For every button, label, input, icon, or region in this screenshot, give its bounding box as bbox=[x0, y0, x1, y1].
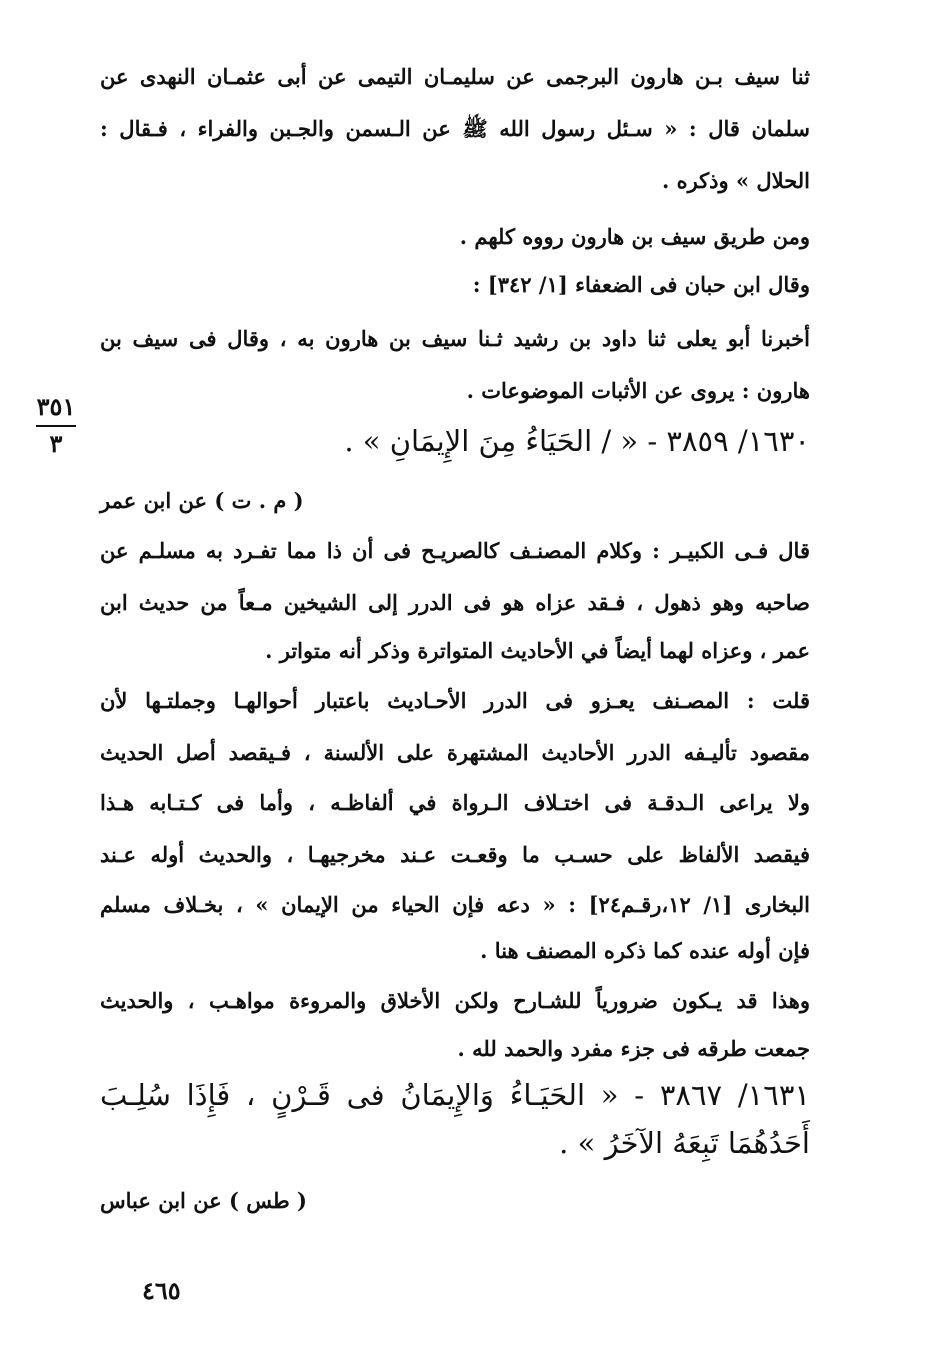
source-line-1: ( م . ت ) عن ابن عمر bbox=[100, 488, 304, 513]
text-line-3: الحلال » وذكره . bbox=[661, 168, 810, 193]
text-line-18: جمعت طرقه فى جزء مفرد والحمد لله . bbox=[457, 1036, 810, 1061]
text-line-10: عمر ، وعزاه لهما أيضاً في الأحاديث المتواترة وذكر أنه متواتر . bbox=[265, 638, 810, 663]
source-line-2: ( طس ) عن ابن عباس bbox=[100, 1188, 307, 1213]
text-line-14: فيقصد الألفاظ على حسـب ما وقعـت عـند مخرجيهـا ، والحديث أوله عـند bbox=[100, 842, 810, 867]
text-line-12: مقصود تأليـفه الدرر الأحاديث المشتهرة على الألسنة ، فـيقصد أصل الحديث bbox=[100, 740, 810, 765]
text-line-1: ثنا سيف بـن هارون البرجمى عن سليمـان التيمى عن أبى عثمـان النهدى عن bbox=[100, 64, 810, 89]
hadith-heading-3867-line-2: أَحَدُهُمَا تَبِعَهُ الآخَرُ » . bbox=[559, 1126, 810, 1160]
text-line-9: صاحبه وهو ذهول ، فـقد عزاه هو فى الدرر إلى الشيخين مـعاً من حديث ابن bbox=[100, 590, 810, 615]
text-line-11: قلت : المصـنف يعـزو فى الدرر الأحـاديث باعتبار أحوالهـا وجملتـها لأن bbox=[100, 688, 810, 713]
text-line-6: أخبرنا أبو يعلى ثنا داود بن رشيد ثـنا سيف بن هارون به ، وقال فى سيف بن bbox=[100, 326, 810, 351]
text-line-5: وقال ابن حبان فى الضعفاء [١/ ٣٤٢] : bbox=[472, 272, 810, 297]
hadith-heading-3867-line-1: ١٦٣١/ ٣٨٦٧ - « الحَيَـاءُ وَالإِيمَانُ فى قَـرْنٍ ، فَإِذَا سُلِـبَ bbox=[100, 1078, 810, 1112]
text-line-13: ولا يراعى الـدقـة فى اختـلاف الـرواة في ألفاظـه ، وأما فى كـتـابه هـذا bbox=[100, 790, 810, 815]
text-line-2: سلمان قال : « سـئل رسول الله ﷺ عن الـسمن والجـبن والفراء ، فـقال : bbox=[100, 116, 810, 141]
text-line-4: ومن طريق سيف بن هارون رووه كلهم . bbox=[459, 224, 810, 249]
text-line-7: هارون : يروى عن الأثبات الموضوعات . bbox=[466, 378, 810, 403]
text-line-15: البخارى [١/ ١٢،رقـم٢٤] : « دعه فإن الحياء من الإيمان » ، بخـلاف مسلم bbox=[100, 892, 811, 917]
margin-reference bbox=[30, 392, 82, 458]
margin-reference-top: ٣٥١ bbox=[36, 392, 76, 421]
margin-reference-bottom: ٣ bbox=[49, 429, 63, 458]
text-line-17: وهذا قد يـكون ضرورياً للشـارح ولكن الأخلاق والمروءة مواهـب ، والحديث bbox=[100, 988, 810, 1013]
text-line-16: فإن أوله عنده كما ذكره المصنف هنا . bbox=[480, 938, 810, 963]
hadith-heading-3859: ١٦٣٠/ ٣٨٥٩ - « / الحَيَاءُ مِنَ الإِيمَانِ » . bbox=[344, 424, 810, 458]
text-line-8: قال فـى الكبيـر : وكلام المصنـف كالصريـح فى أن ذا مما تفـرد به مسلـم عن bbox=[100, 538, 810, 563]
page-number: ٤٦٥ bbox=[142, 1276, 181, 1305]
margin-reference-rule bbox=[36, 425, 76, 427]
